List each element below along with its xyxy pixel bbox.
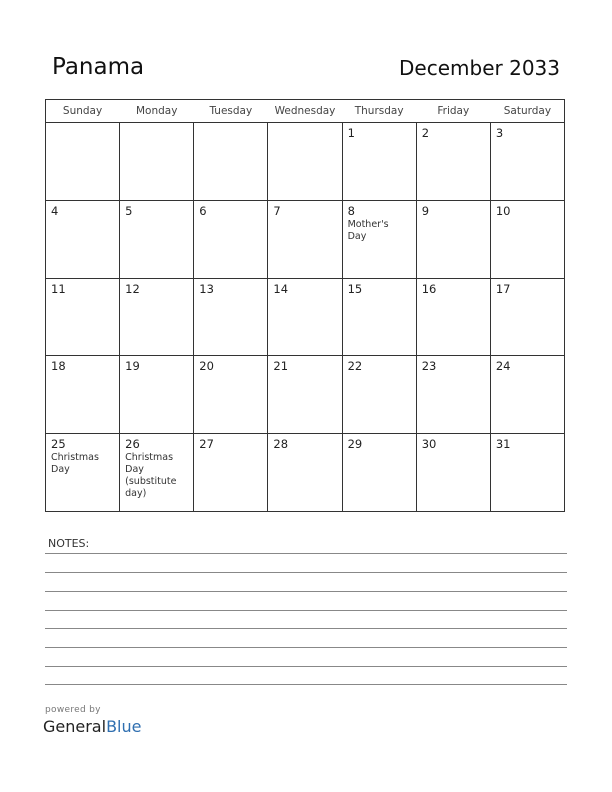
day-cell [194, 278, 268, 356]
weekday-saturday: Saturday [490, 99, 564, 123]
day-number: 8 [347, 203, 355, 218]
note-line [45, 553, 567, 554]
day-cell [268, 278, 342, 356]
country-title: Panama [52, 54, 145, 80]
note-line [45, 666, 567, 667]
day-number: 9 [421, 203, 430, 218]
day-number: 24 [495, 359, 511, 374]
day-number: 26 [125, 437, 140, 452]
day-cell [490, 356, 564, 434]
day-cell [120, 123, 194, 201]
notes-label: NOTES: [48, 537, 90, 550]
week-row [46, 434, 565, 512]
weekday-header-row [46, 99, 565, 123]
weekday-sunday: Sunday [46, 99, 120, 123]
day-cell [416, 278, 490, 356]
day-cell [490, 200, 564, 278]
note-line [45, 628, 567, 629]
day-cell [342, 123, 416, 201]
day-number: 28 [273, 437, 289, 452]
week-row [46, 123, 565, 201]
day-number: 14 [273, 281, 289, 296]
day-number: 10 [495, 203, 511, 218]
day-cell [416, 434, 490, 512]
day-cell [268, 200, 342, 278]
day-number: 13 [199, 281, 214, 296]
note-line [45, 684, 567, 685]
week-row [46, 356, 565, 434]
day-number: 2 [421, 126, 430, 140]
holiday-label: Christmas Day (substitute day) [125, 452, 177, 500]
generalblue-logo [43, 717, 141, 736]
weekday-wednesday: Wednesday [268, 99, 342, 123]
day-cell [416, 123, 490, 201]
day-cell [46, 123, 120, 201]
weekday-friday: Friday [416, 99, 490, 123]
note-line [45, 647, 567, 648]
day-cell [342, 434, 416, 512]
day-cell [342, 356, 416, 434]
weekday-tuesday: Tuesday [194, 99, 268, 123]
day-number: 21 [273, 359, 289, 374]
day-number: 18 [51, 359, 66, 374]
day-number: 7 [273, 203, 281, 218]
day-cell [46, 356, 120, 434]
day-number: 15 [347, 281, 363, 296]
day-cell [342, 278, 416, 356]
note-line [45, 572, 567, 573]
note-line [45, 610, 567, 611]
day-cell [490, 434, 564, 512]
day-cell [46, 278, 120, 356]
day-cell [46, 434, 120, 512]
powered-by-text: powered by [45, 705, 101, 715]
day-number: 30 [421, 437, 437, 452]
day-number: 11 [51, 281, 66, 296]
day-number: 23 [421, 359, 437, 374]
day-cell [120, 200, 194, 278]
day-number: 16 [421, 281, 437, 296]
day-cell [194, 434, 268, 512]
day-number: 1 [347, 126, 355, 140]
day-number: 5 [125, 203, 133, 218]
week-row [46, 200, 565, 278]
day-cell [342, 200, 416, 278]
day-cell [490, 278, 564, 356]
day-number: 27 [199, 437, 214, 452]
day-cell [268, 123, 342, 201]
day-number: 29 [347, 437, 363, 452]
day-cell [120, 356, 194, 434]
brand-blue: Blue [106, 717, 142, 736]
day-number: 3 [495, 126, 504, 140]
day-number: 25 [51, 437, 66, 452]
brand-general: General [43, 717, 107, 736]
day-cell [120, 434, 194, 512]
week-row [46, 278, 565, 356]
day-number: 4 [51, 203, 59, 218]
day-cell [490, 123, 564, 201]
day-cell [194, 200, 268, 278]
note-line [45, 591, 567, 592]
month-year-title: December 2033 [399, 56, 560, 80]
day-cell [268, 434, 342, 512]
day-number: 20 [199, 359, 214, 374]
day-number: 6 [199, 203, 207, 218]
day-cell [120, 278, 194, 356]
day-cell [194, 123, 268, 201]
day-number: 31 [495, 437, 511, 452]
holiday-label: Christmas Day [51, 452, 99, 476]
day-cell [416, 200, 490, 278]
day-number: 17 [495, 281, 511, 296]
day-number: 19 [125, 359, 140, 374]
weekday-monday: Monday [120, 99, 194, 123]
day-cell [46, 200, 120, 278]
holiday-label: Mother's Day [347, 218, 389, 242]
day-cell [268, 356, 342, 434]
weekday-thursday: Thursday [342, 99, 416, 123]
calendar-grid [45, 99, 565, 512]
day-number: 22 [347, 359, 363, 374]
day-cell [194, 356, 268, 434]
day-number: 12 [125, 281, 140, 296]
day-cell [416, 356, 490, 434]
